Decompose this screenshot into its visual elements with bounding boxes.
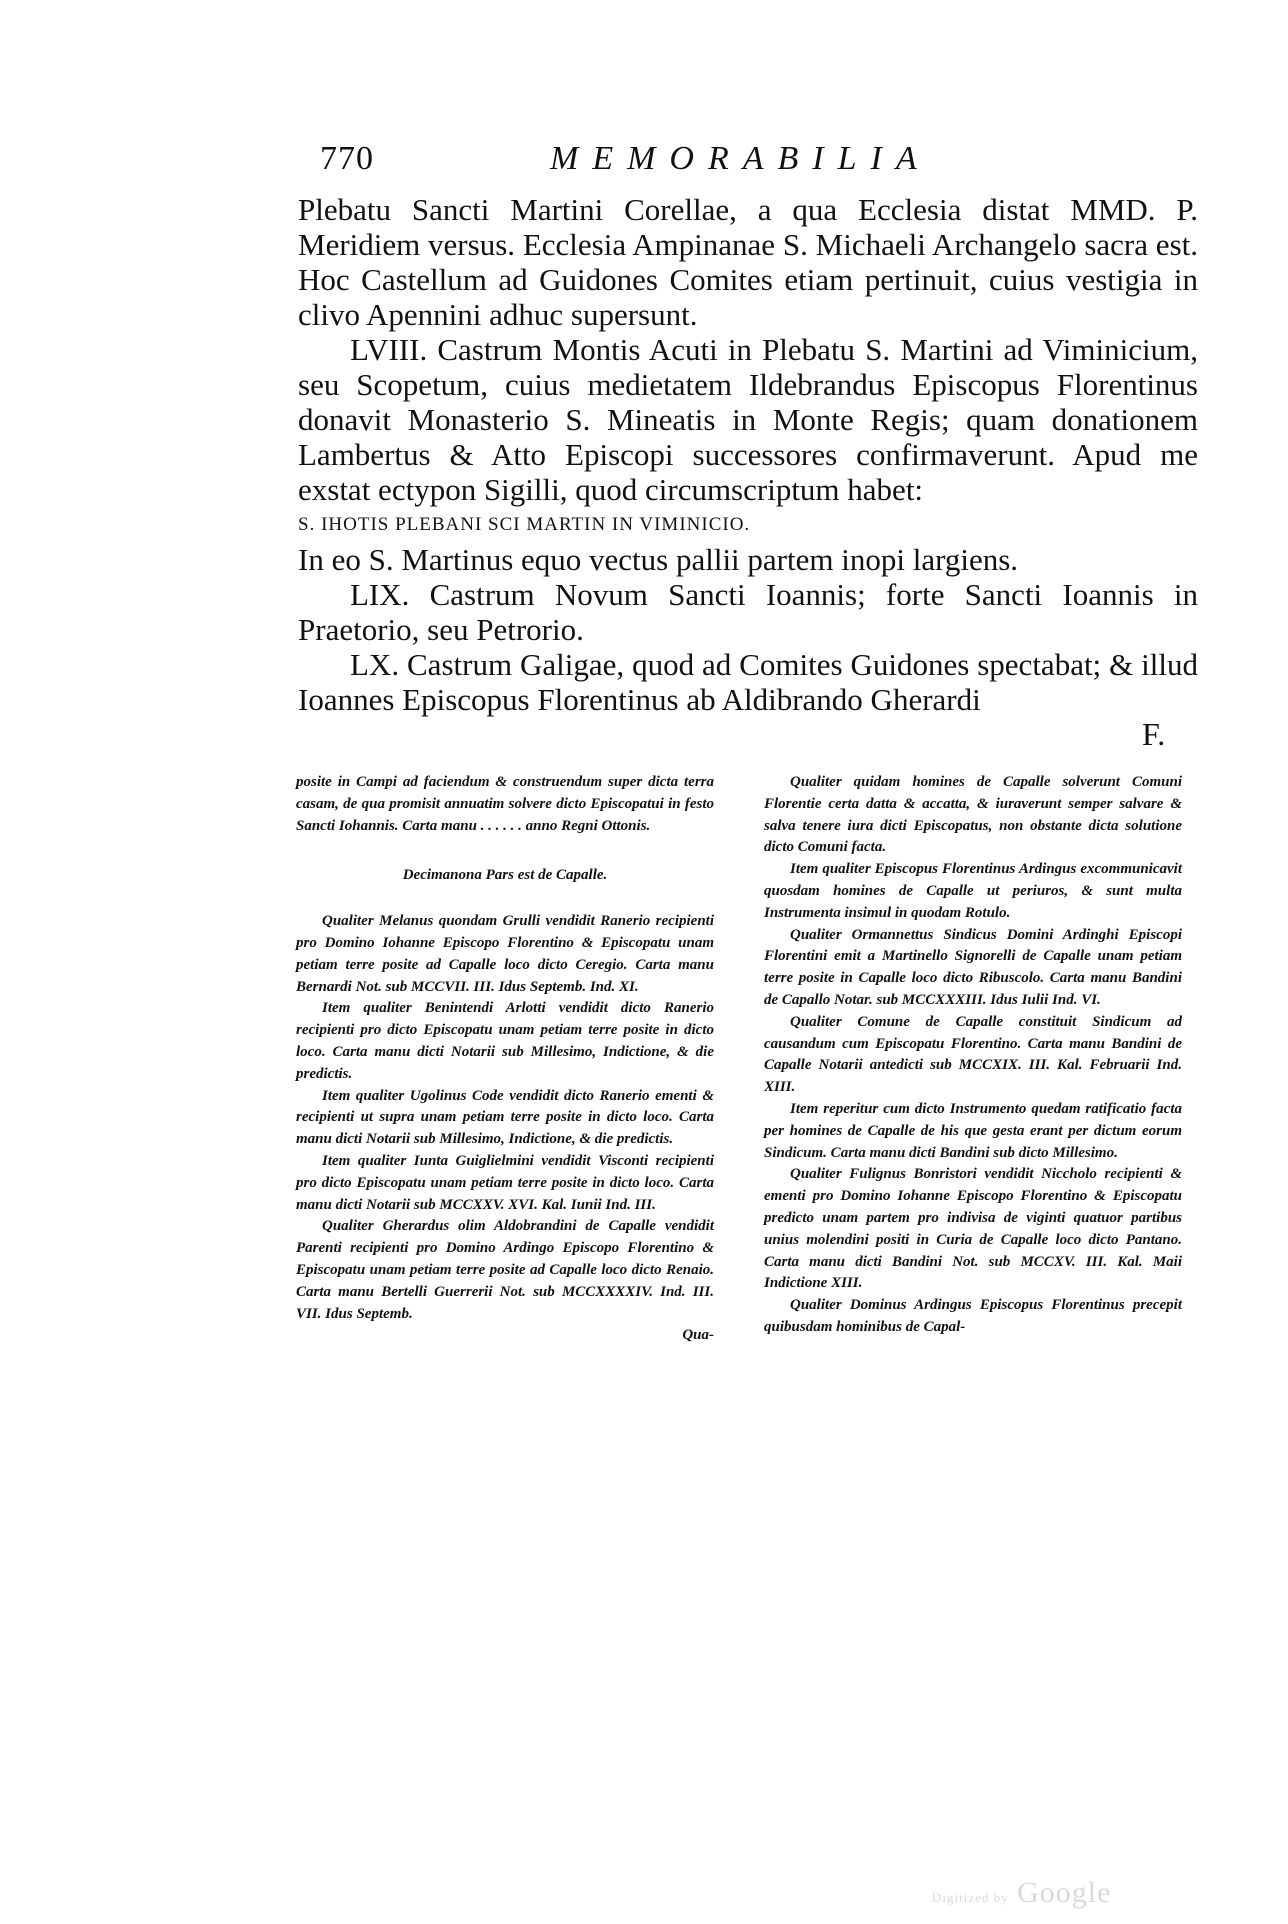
running-title: MEMORABILIA [550, 140, 931, 177]
footnote-paragraph: posite in Campi ad faciendum & construendum super dicta terra casam, de qua promisit annuatim solvere dicto Episcopatui in festo Sancti Iohannis. Carta manu . . . . . . anno Regni Ottonis. [296, 774, 714, 834]
footnote-column-left [296, 772, 714, 1347]
digitization-watermark [932, 1876, 1111, 1910]
footnote-paragraph: Qualiter quidam homines de Capalle solverunt Comuni Florentie certa datta & accatta, & iuraverunt semper salvare & salva tenere iura dicti Episcopatus, non obstante dicta solutione dicto Comuni facta. [764, 774, 1182, 856]
watermark-prefix: Digitized by [932, 1890, 1009, 1905]
main-paragraph: LVIII. Castrum Montis Acuti in Plebatu S. Martini ad Viminicium, seu Scopetum, cuius medietatem Ildebrandus Episcopus Florentinus donavit Monasterio S. Mineatis in Monte Regis; quam donationem Lambertus & Atto Episcopi successores confirmaverunt. Apud me exstat ectypon Sigilli, quod circumscriptum habet: [298, 332, 1198, 507]
catchword: F. [1142, 716, 1166, 752]
footnote-paragraph: Qualiter Ormannettus Sindicus Domini Ardinghi Episcopi Florentini emit a Martinello Signorelli de Capalle unam petiam terre posite in Capalle loco dicto Ribuscolo. Carta manu Bandini de Capallo Notar. sub MCCXXXIII. Idus Iulii Ind. VI. [764, 926, 1182, 1008]
footnote-paragraph: Qualiter Fulignus Bonristori vendidit Niccholo recipienti & ementi pro Domino Iohanne Episcopo Florentino & Episcopatu predicto unam partem pro indivisa de viginti quatuor partibus unius molendini positi in Curia de Capalle loco dicto Pantano. Carta manu dicti Bandini Not. sub MCCXV. III. Kal. Maii Indictione XIII. [764, 1166, 1182, 1292]
page-number: 770 [320, 140, 374, 177]
footnote-paragraph: Item qualiter Iunta Guiglielmini vendidit Visconti recipienti pro dicto Episcopatu unam petiam terre posite in dicto loco. Carta manu dicti Notarii sub MCCXXV. XVI. Kal. Iunii Ind. III. [296, 1152, 714, 1213]
footnote-paragraph: Qualiter Comune de Capalle constituit Sindicum ad causandum cum Episcopatu Florentino. Carta manu Bandini de Capalle Notarii antedicti sub MCCXIX. III. Kal. Februarii Ind. XIII. [764, 1013, 1182, 1096]
seal-inscription: S. IHOTIS PLEBANI SCI MARTIN IN VIMINICIO. [298, 514, 751, 535]
footnote-paragraph: Item reperitur cum dicto Instrumento quedam ratificatio facta per homines de Capalle de his que gesta erant per dictum eorum Sindicum. Carta manu dicti Bandini sub dicto Millesimo. [764, 1100, 1182, 1161]
main-paragraph: LX. Castrum Galigae, quod ad Comites Guidones spectabat; & illud Ioannes Episcopus Florentinus ab Aldibrando Gherardi [298, 647, 1198, 717]
main-text [298, 192, 1198, 717]
footnote-paragraph: Item qualiter Episcopus Florentinus Ardingus excommunicavit quosdam homines de Capalle ut periuros, & sunt multa Instrumenta insimul in quodam Rotulo. [764, 861, 1182, 921]
footnote-column-right [764, 772, 1182, 1339]
main-paragraph: In eo S. Martinus equo vectus pallii partem inopi largiens. [298, 542, 1019, 577]
main-paragraph: LIX. Castrum Novum Sancti Ioannis; forte Sancti Ioannis in Praetorio, seu Petrorio. [298, 577, 1198, 647]
footnotes [296, 772, 1198, 1652]
footnote-paragraph: Qualiter Melanus quondam Grulli vendidit Ranerio recipienti pro Domino Iohanne Episcopo Florentino & Episcopatu unam petiam terre posite ad Capalle loco dicto Ceregio. Carta manu Bernardi Not. sub MCCVII. III. Idus Septemb. Ind. XI. [296, 913, 714, 995]
section-heading: Decimanona Pars est de Capalle. [402, 867, 608, 884]
footnote-catchword: Qua- [682, 1327, 714, 1344]
watermark-brand: Google [1017, 1876, 1112, 1909]
footnote-paragraph: Item qualiter Ugolinus Code vendidit dicto Ranerio ementi & recipienti ut supra unam petiam terre posite in dicto loco. Carta manu dicti Notarii sub Millesimo, Indictione, & die predictis. [296, 1087, 714, 1148]
footnote-paragraph: Item qualiter Benintendi Arlotti vendidit dicto Ranerio recipienti pro dicto Episcopatu unam petiam terre posite in dicto loco. Carta manu dicti Notarii sub Millesimo, Indictione, & die predictis. [296, 1000, 714, 1082]
page-header [320, 140, 1180, 184]
footnote-paragraph: Qualiter Dominus Ardingus Episcopus Florentinus precepit quibusdam hominibus de Capal- [764, 1297, 1182, 1335]
footnote-paragraph: Qualiter Gherardus olim Aldobrandini de Capalle vendidit Parenti recipienti pro Domino Ardingo Episcopo Florentino & Episcopatu unam petiam terre posite ad Capalle loco dicto Renaio. Carta manu Bertelli Guerrerii Not. sub MCCXXXXIV. Ind. III. VII. Idus Septemb. [296, 1218, 714, 1322]
main-paragraph: Plebatu Sancti Martini Corellae, a qua Ecclesia distat MMD. P. Meridiem versus. Ecclesia Ampinanae S. Michaeli Archangelo sacra est. Hoc Castellum ad Guidones Comites etiam pertinuit, cuius vestigia in clivo Apennini adhuc supersunt. [298, 192, 1198, 332]
